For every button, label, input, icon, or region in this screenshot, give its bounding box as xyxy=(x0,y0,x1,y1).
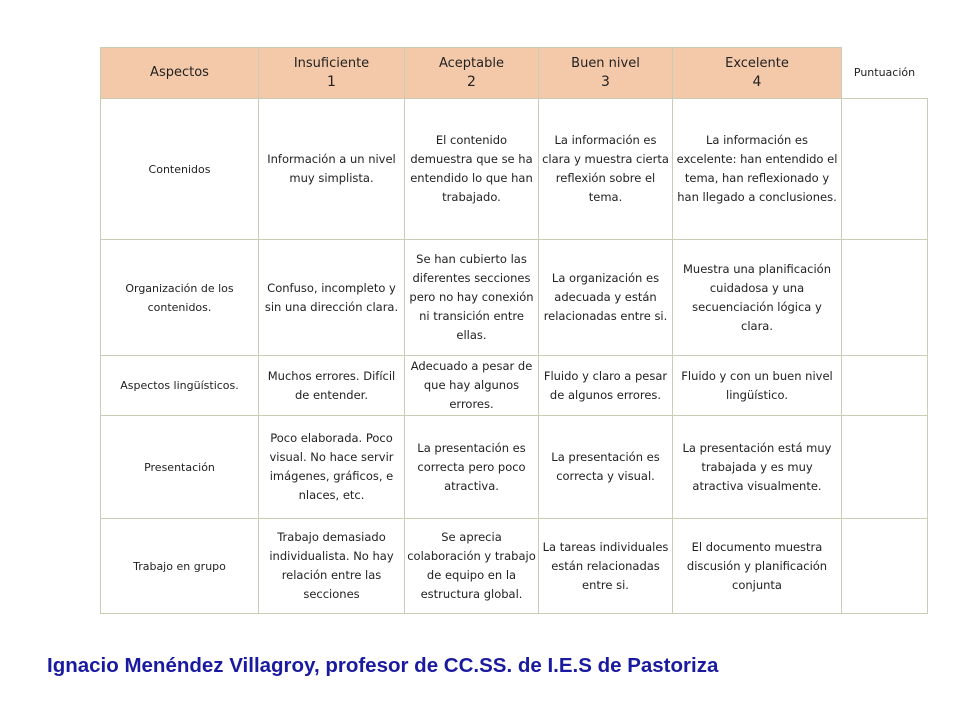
criteria-cell: Muestra una planificación cuidadosa y una secuenciación lógica y clara. xyxy=(673,240,842,356)
header-level-excelente xyxy=(673,48,842,99)
aspect-label: Contenidos xyxy=(101,99,259,240)
criteria-cell: La presentación es correcta pero poco atractiva. xyxy=(405,416,539,519)
criteria-cell: Muchos errores. Difícil de entender. xyxy=(259,356,405,416)
score-cell[interactable] xyxy=(842,99,928,240)
criteria-cell: Confuso, incompleto y sin una dirección clara. xyxy=(259,240,405,356)
level-score: 4 xyxy=(752,74,762,90)
aspect-label: Trabajo en grupo xyxy=(101,519,259,614)
rubric-table xyxy=(100,47,928,614)
level-name: Excelente xyxy=(725,56,789,71)
header-score: Puntuación xyxy=(842,48,928,99)
criteria-cell: Se aprecia colaboración y trabajo de equipo en la estructura global. xyxy=(405,519,539,614)
author-credit: Ignacio Menéndez Villagroy, profesor de CC.SS. de I.E.S de Pastoriza xyxy=(47,654,719,677)
score-cell[interactable] xyxy=(842,416,928,519)
criteria-cell: El documento muestra discusión y planificación conjunta xyxy=(673,519,842,614)
table-row-contenidos xyxy=(101,99,928,240)
table-row-linguisticos xyxy=(101,356,928,416)
criteria-cell: La organización es adecuada y están relacionadas entre si. xyxy=(539,240,673,356)
criteria-cell: Información a un nivel muy simplista. xyxy=(259,99,405,240)
score-cell[interactable] xyxy=(842,356,928,416)
aspect-label: Organización de los contenidos. xyxy=(101,240,259,356)
criteria-cell: La información es clara y muestra cierta reflexión sobre el tema. xyxy=(539,99,673,240)
criteria-cell: La presentación está muy trabajada y es muy atractiva visualmente. xyxy=(673,416,842,519)
criteria-cell: El contenido demuestra que se ha entendido lo que han trabajado. xyxy=(405,99,539,240)
table-row-organizacion xyxy=(101,240,928,356)
criteria-cell: Se han cubierto las diferentes secciones pero no hay conexión ni transición entre ellas. xyxy=(405,240,539,356)
aspect-label: Presentación xyxy=(101,416,259,519)
criteria-cell: Trabajo demasiado individualista. No hay relación entre las secciones xyxy=(259,519,405,614)
level-score: 3 xyxy=(601,74,610,90)
criteria-cell: Poco elaborada. Poco visual. No hace servir imágenes, gráficos, e nlaces, etc. xyxy=(259,416,405,519)
criteria-cell: Fluido y claro a pesar de algunos errores. xyxy=(539,356,673,416)
header-level-insuficiente xyxy=(259,48,405,99)
level-score: 2 xyxy=(467,74,476,90)
header-level-aceptable xyxy=(405,48,539,99)
criteria-cell: La tareas individuales están relacionadas entre si. xyxy=(539,519,673,614)
criteria-cell: Adecuado a pesar de que hay algunos errores. xyxy=(405,356,539,416)
level-name: Buen nivel xyxy=(571,56,640,71)
score-cell[interactable] xyxy=(842,240,928,356)
header-level-buen-nivel xyxy=(539,48,673,99)
header-row xyxy=(101,48,928,99)
criteria-cell: La información es excelente: han entendido el tema, han reflexionado y han llegado a conclusiones. xyxy=(673,99,842,240)
table-row-presentacion xyxy=(101,416,928,519)
criteria-cell: Fluido y con un buen nivel lingüístico. xyxy=(673,356,842,416)
level-name: Aceptable xyxy=(439,56,504,71)
score-cell[interactable] xyxy=(842,519,928,614)
header-aspects: Aspectos xyxy=(101,48,259,99)
criteria-cell: La presentación es correcta y visual. xyxy=(539,416,673,519)
aspect-label: Aspectos lingüísticos. xyxy=(101,356,259,416)
table-row-trabajo-grupo xyxy=(101,519,928,614)
level-name: Insuficiente xyxy=(293,56,370,71)
level-score: 1 xyxy=(327,74,336,90)
